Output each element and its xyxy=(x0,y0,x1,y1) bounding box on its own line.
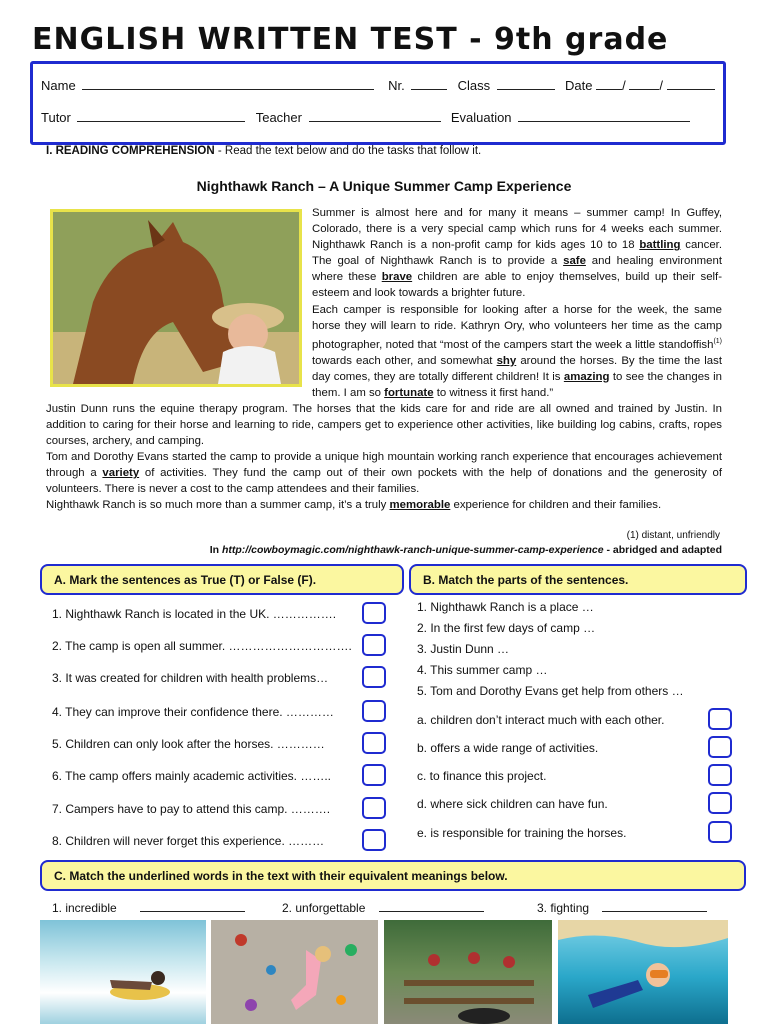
date-day-field[interactable] xyxy=(596,78,622,90)
section-i-text: - Read the text below and do the tasks that follow it. xyxy=(214,145,482,157)
tf-item: 2. The camp is open all summer. …………………………. xyxy=(52,639,352,653)
ropes-course-photo xyxy=(384,920,552,1024)
tf-item: 4. They can improve their confidence there. ………… xyxy=(52,705,334,719)
paragraph-5: Nighthawk Ranch is so much more than a summer camp, it’s a truly memorable experience for children and their families. xyxy=(46,499,662,512)
match-left-item: 3. Justin Dunn … xyxy=(417,642,510,656)
answer-field[interactable] xyxy=(379,900,484,912)
date-month-field[interactable] xyxy=(629,78,659,90)
match-left-item: 4. This summer camp … xyxy=(417,663,548,677)
match-right-item: e. is responsible for training the horses. xyxy=(417,826,627,840)
bodyboarder-image xyxy=(40,920,206,1024)
tf-answer-box[interactable] xyxy=(362,764,386,786)
student-info-box xyxy=(30,61,726,145)
nr-field[interactable] xyxy=(411,78,447,90)
info-row-1 xyxy=(41,78,715,93)
name-label: Name xyxy=(41,78,76,93)
match-right-item: c. to finance this project. xyxy=(417,769,547,783)
teacher-label: Teacher xyxy=(255,110,302,125)
underlined-word: amazing xyxy=(563,370,610,383)
teacher-field[interactable] xyxy=(309,110,441,122)
class-label: Class xyxy=(457,78,491,93)
underlined-word: safe xyxy=(563,255,586,268)
teamwork-image xyxy=(384,920,552,1024)
paragraph-1: Summer is almost here and for many it means – summer camp! In Guffey, Colorado, there is a very special camp which runs for 4 weeks each summer. Nighthawk Ranch is a non-profit camp for kids ages 10 to 18 battling cancer. The goal of Nighthawk Ranch is to provide a safe and healing environment where these brave children are able to enjoy themselves, build up their self-esteem and look towards a brighter future. xyxy=(312,207,723,300)
match-right-item: d. where sick children can have fun. xyxy=(417,797,608,811)
reading-passage xyxy=(46,205,722,514)
nr-label: Nr. xyxy=(388,78,405,93)
passage-title: Nighthawk Ranch – A Unique Summer Camp Experience xyxy=(196,178,572,194)
match-left-item: 5. Tom and Dorothy Evans get help from others … xyxy=(417,684,684,698)
match-answer-box[interactable] xyxy=(708,821,732,843)
tutor-field[interactable] xyxy=(77,110,245,122)
tf-item: 8. Children will never forget this experience. ……… xyxy=(52,834,325,848)
underlined-word: shy xyxy=(496,354,517,367)
evaluation-field[interactable] xyxy=(518,110,690,122)
footnote: (1) distant, unfriendly xyxy=(626,530,720,541)
match-answer-box[interactable] xyxy=(708,764,732,786)
tf-item: 6. The camp offers mainly academic activities. …….. xyxy=(52,769,331,783)
section-b-heading: B. Match the parts of the sentences. xyxy=(409,564,747,595)
paragraph-4: Tom and Dorothy Evans started the camp to provide a unique high mountain working ranch experience that encourages achievement through a variety of activities. They fund the camp out of their own pockets with the help of donations and the generosity of volunteers. There is never a cost to the camp attendees and their families. xyxy=(46,451,722,496)
evaluation-label: Evaluation xyxy=(450,110,512,125)
date-year-field[interactable] xyxy=(667,78,715,90)
tf-answer-box[interactable] xyxy=(362,634,386,656)
underlined-word: brave xyxy=(381,271,413,284)
class-field[interactable] xyxy=(497,78,555,90)
test-title: ENGLISH WRITTEN TEST - 9th grade xyxy=(32,22,669,57)
tf-answer-box[interactable] xyxy=(362,797,386,819)
vocab-item-2: 2. unforgettable xyxy=(282,900,487,915)
vocab-item-1: 1. incredible xyxy=(52,900,248,915)
underlined-word: fortunate xyxy=(384,386,434,399)
tf-item: 7. Campers have to pay to attend this camp. ………. xyxy=(52,802,331,816)
tf-item: 1. Nighthawk Ranch is located in the UK. ……………. xyxy=(52,607,337,621)
match-answer-box[interactable] xyxy=(708,792,732,814)
tf-item: 3. It was created for children with health problems… xyxy=(52,671,329,685)
match-left-item: 1. Nighthawk Ranch is a place … xyxy=(417,600,594,614)
name-field[interactable] xyxy=(82,78,374,90)
match-left-item: 2. In the first few days of camp … xyxy=(417,621,596,635)
section-c-heading: C. Match the underlined words in the text with their equivalent meanings below. xyxy=(40,860,746,891)
tf-answer-box[interactable] xyxy=(362,602,386,624)
horse-photo xyxy=(50,209,302,387)
climber-image xyxy=(211,920,378,1024)
tutor-label: Tutor xyxy=(41,110,71,125)
section-i-label: I. READING COMPREHENSION xyxy=(46,145,215,157)
section-a-heading: A. Mark the sentences as True (T) or False (F). xyxy=(40,564,404,595)
date-separator: / xyxy=(659,78,663,93)
climbing-wall-photo xyxy=(211,920,378,1024)
tf-answer-box[interactable] xyxy=(362,666,386,688)
source-citation: In http://cowboymagic.com/nighthawk-ranch-unique-summer-camp-experience - abridged and adapted xyxy=(209,544,722,556)
answer-field[interactable] xyxy=(140,900,245,912)
info-row-2 xyxy=(41,110,693,125)
paragraph-2: Each camper is responsible for looking after a horse for the week, the same horse they will learn to ride. Kathryn Ory, who volunteers her time as the camp photographer, noted that “most of the campers start the week a little standoffish$^{(1)}$ towards each other, and somewhat shy around the horses. By the time the last day comes, they are totally different children! It is amazing to see the changes in them. I am so fortunate to witness it first hand.” xyxy=(312,303,722,399)
match-answer-box[interactable] xyxy=(708,736,732,758)
source-link[interactable]: http://cowboymagic.com/nighthawk-ranch-unique-summer-camp-experience xyxy=(221,544,604,556)
horse-and-child-image xyxy=(53,212,299,384)
date-separator: / xyxy=(622,78,626,93)
underlined-word: battling xyxy=(639,239,681,252)
match-right-item: a. children don’t interact much with each other. xyxy=(417,713,665,727)
tf-answer-box[interactable] xyxy=(362,732,386,754)
paragraph-3: Justin Dunn runs the equine therapy program. The horses that the kids care for and ride are all owned and trained by Justin. In addition to caring for their horse and learning to ride, campers get to experience other activities, like building log cabins, crafts, ropes courses, archery, and camping. xyxy=(46,402,722,448)
answer-field[interactable] xyxy=(602,900,707,912)
date-label: Date xyxy=(565,78,593,93)
vocab-item-3: 3. fighting xyxy=(537,900,710,915)
tf-answer-box[interactable] xyxy=(362,700,386,722)
snorkeling-photo xyxy=(558,920,728,1024)
match-right-item: b. offers a wide range of activities. xyxy=(417,741,599,755)
tf-item: 5. Children can only look after the horses. ………… xyxy=(52,737,325,751)
tf-answer-box[interactable] xyxy=(362,829,386,851)
snorkeler-image xyxy=(558,920,728,1024)
surfing-photo xyxy=(40,920,206,1024)
match-answer-box[interactable] xyxy=(708,708,732,730)
section-i-instruction xyxy=(46,145,481,157)
underlined-word: variety xyxy=(102,467,140,480)
underlined-word: memorable xyxy=(389,499,451,512)
